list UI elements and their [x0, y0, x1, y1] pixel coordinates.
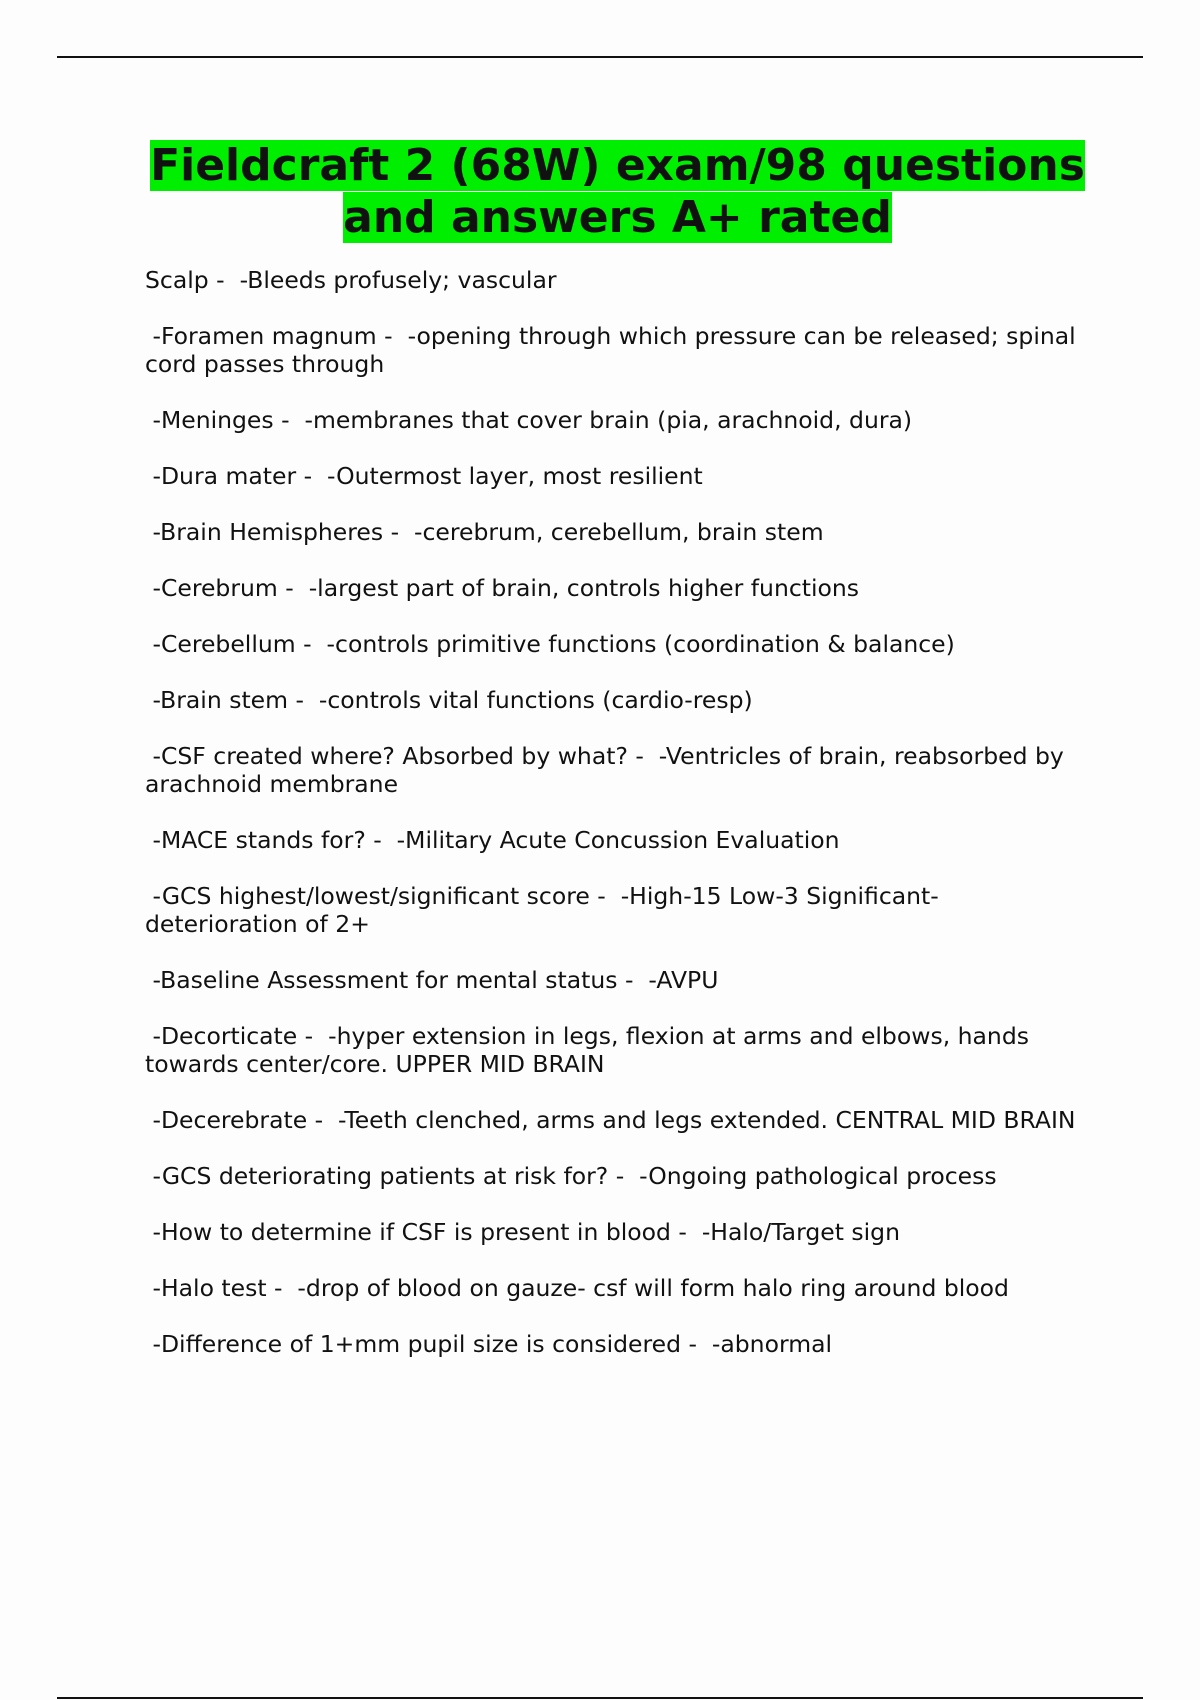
document-title	[145, 140, 1090, 244]
list-item: Scalp - -Bleeds profusely; vascular	[145, 266, 557, 294]
list-item: -Brain stem - -controls vital functions (cardio-resp)	[145, 686, 753, 714]
list-item: -Foramen magnum - -opening through which pressure can be released; spinal cord passes through	[145, 322, 1084, 378]
list-item: -Cerebellum - -controls primitive functions (coordination & balance)	[145, 630, 955, 658]
list-item: -GCS highest/lowest/significant score - -High-15 Low-3 Significant-deterioration of 2+	[145, 882, 939, 938]
list-item: -MACE stands for? - -Military Acute Concussion Evaluation	[145, 826, 840, 854]
list-item: -Decerebrate - -Teeth clenched, arms and legs extended. CENTRAL MID BRAIN	[145, 1106, 1076, 1134]
qa-list	[145, 266, 1090, 1358]
list-item: -Brain Hemispheres - -cerebrum, cerebellum, brain stem	[145, 518, 824, 546]
list-item: -Decorticate - -hyper extension in legs, flexion at arms and elbows, hands towards center/core. UPPER MID BRAIN	[145, 1022, 1037, 1078]
bottom-divider	[57, 1697, 1143, 1699]
title-highlight: Fieldcraft 2 (68W) exam/98 questions and answers A+ rated	[150, 140, 1085, 243]
list-item: -Halo test - -drop of blood on gauze- csf will form halo ring around blood	[145, 1274, 1009, 1302]
list-item: -GCS deteriorating patients at risk for? - -Ongoing pathological process	[145, 1162, 997, 1190]
list-item: -CSF created where? Absorbed by what? - -Ventricles of brain, reabsorbed by arachnoid membrane	[145, 742, 1072, 798]
document-body	[145, 140, 1090, 1386]
list-item: -Difference of 1+mm pupil size is considered - -abnormal	[145, 1330, 833, 1358]
top-divider	[57, 56, 1143, 58]
list-item: -Cerebrum - -largest part of brain, controls higher functions	[145, 574, 860, 602]
list-item: -Meninges - -membranes that cover brain (pia, arachnoid, dura)	[145, 406, 913, 434]
list-item: -Baseline Assessment for mental status - -AVPU	[145, 966, 719, 994]
list-item: -Dura mater - -Outermost layer, most resilient	[145, 462, 703, 490]
list-item: -How to determine if CSF is present in blood - -Halo/Target sign	[145, 1218, 900, 1246]
